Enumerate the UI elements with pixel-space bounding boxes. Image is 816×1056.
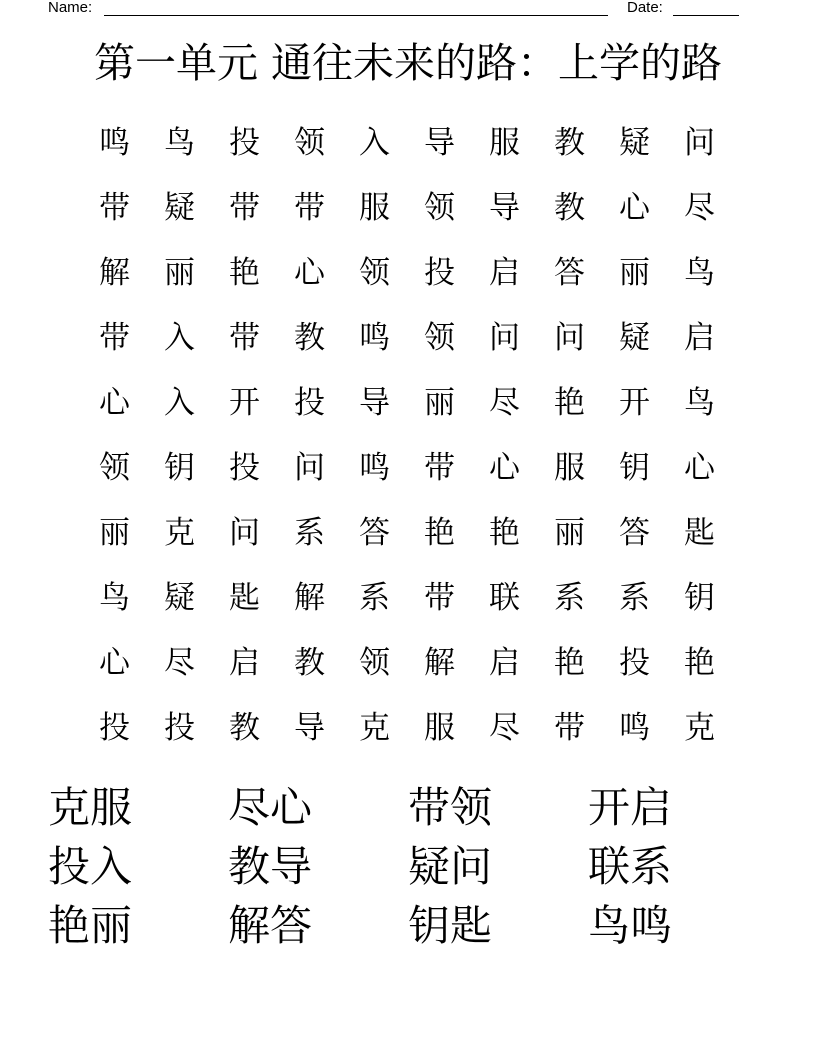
grid-row xyxy=(82,177,732,242)
grid-character: 带 xyxy=(294,190,325,226)
grid-character: 钥 xyxy=(684,580,715,616)
grid-row xyxy=(82,632,732,697)
grid-character: 投 xyxy=(294,385,325,421)
grid-row xyxy=(82,502,732,567)
grid-character: 服 xyxy=(489,125,520,161)
grid-character: 服 xyxy=(424,710,455,746)
grid-character: 心 xyxy=(294,255,325,291)
grid-character: 心 xyxy=(619,190,650,226)
vocabulary-word: 艳丽 xyxy=(48,901,133,950)
grid-character: 服 xyxy=(554,450,585,486)
grid-character: 解 xyxy=(294,580,325,616)
grid-character: 入 xyxy=(359,125,390,161)
grid-character: 教 xyxy=(554,190,585,226)
grid-character: 导 xyxy=(424,125,455,161)
date-label: Date: xyxy=(627,0,663,16)
grid-character: 匙 xyxy=(229,580,260,616)
grid-character: 导 xyxy=(294,710,325,746)
grid-character: 问 xyxy=(684,125,715,161)
grid-character: 鸟 xyxy=(164,125,195,161)
grid-character: 领 xyxy=(424,320,455,356)
grid-character: 问 xyxy=(489,320,520,356)
grid-character: 鸣 xyxy=(619,710,650,746)
date-blank-line xyxy=(673,15,739,16)
vocabulary-word: 克服 xyxy=(48,783,133,832)
grid-character: 答 xyxy=(619,515,650,551)
grid-character: 疑 xyxy=(164,580,195,616)
vocabulary-word: 联系 xyxy=(588,842,673,891)
grid-character: 教 xyxy=(294,320,325,356)
grid-character: 艳 xyxy=(489,515,520,551)
grid-character: 开 xyxy=(229,385,260,421)
grid-character: 尽 xyxy=(489,385,520,421)
grid-character: 启 xyxy=(684,320,715,356)
grid-character: 钥 xyxy=(619,450,650,486)
grid-character: 心 xyxy=(99,385,130,421)
vocabulary-word: 带领 xyxy=(408,783,493,832)
grid-character: 领 xyxy=(294,125,325,161)
grid-character: 疑 xyxy=(619,320,650,356)
grid-character: 联 xyxy=(489,580,520,616)
grid-character: 鸟 xyxy=(99,580,130,616)
grid-character: 尽 xyxy=(164,645,195,681)
grid-character: 疑 xyxy=(164,190,195,226)
grid-character: 匙 xyxy=(684,515,715,551)
grid-character: 带 xyxy=(229,320,260,356)
grid-character: 解 xyxy=(99,255,130,291)
grid-character: 答 xyxy=(554,255,585,291)
grid-character: 艳 xyxy=(554,645,585,681)
grid-character: 领 xyxy=(99,450,130,486)
word-row xyxy=(48,896,768,955)
grid-character: 艳 xyxy=(424,515,455,551)
grid-character: 投 xyxy=(229,450,260,486)
vocabulary-word: 鸟鸣 xyxy=(588,901,673,950)
grid-character: 开 xyxy=(619,385,650,421)
grid-character: 艳 xyxy=(229,255,260,291)
grid-character: 心 xyxy=(684,450,715,486)
grid-character: 鸟 xyxy=(684,385,715,421)
grid-character: 鸣 xyxy=(359,320,390,356)
grid-character: 教 xyxy=(294,645,325,681)
grid-character: 入 xyxy=(164,320,195,356)
vocabulary-word: 解答 xyxy=(228,901,313,950)
grid-character: 领 xyxy=(359,645,390,681)
grid-row xyxy=(82,437,732,502)
grid-character: 带 xyxy=(554,710,585,746)
name-blank-line xyxy=(104,15,608,16)
grid-character: 投 xyxy=(424,255,455,291)
vocabulary-word: 尽心 xyxy=(228,783,313,832)
grid-character: 服 xyxy=(359,190,390,226)
grid-character: 带 xyxy=(424,450,455,486)
word-list xyxy=(48,778,768,955)
grid-character: 答 xyxy=(359,515,390,551)
grid-character: 艳 xyxy=(684,645,715,681)
grid-character: 教 xyxy=(554,125,585,161)
character-grid xyxy=(82,112,732,762)
grid-character: 投 xyxy=(229,125,260,161)
grid-character: 尽 xyxy=(489,710,520,746)
grid-character: 鸣 xyxy=(359,450,390,486)
grid-character: 导 xyxy=(489,190,520,226)
grid-character: 艳 xyxy=(554,385,585,421)
grid-character: 克 xyxy=(164,515,195,551)
grid-character: 启 xyxy=(489,255,520,291)
grid-character: 启 xyxy=(489,645,520,681)
grid-character: 带 xyxy=(99,190,130,226)
grid-row xyxy=(82,112,732,177)
grid-character: 丽 xyxy=(164,255,195,291)
grid-character: 导 xyxy=(359,385,390,421)
grid-character: 投 xyxy=(99,710,130,746)
name-label: Name: xyxy=(48,0,93,16)
grid-character: 丽 xyxy=(99,515,130,551)
grid-character: 鸣 xyxy=(99,125,130,161)
grid-character: 问 xyxy=(294,450,325,486)
vocabulary-word: 开启 xyxy=(588,783,673,832)
grid-character: 钥 xyxy=(164,450,195,486)
grid-character: 问 xyxy=(229,515,260,551)
grid-character: 教 xyxy=(229,710,260,746)
grid-character: 尽 xyxy=(684,190,715,226)
grid-character: 带 xyxy=(99,320,130,356)
grid-character: 丽 xyxy=(554,515,585,551)
grid-character: 入 xyxy=(164,385,195,421)
grid-character: 心 xyxy=(99,645,130,681)
grid-character: 带 xyxy=(229,190,260,226)
vocabulary-word: 教导 xyxy=(228,842,313,891)
grid-character: 疑 xyxy=(619,125,650,161)
grid-character: 系 xyxy=(619,580,650,616)
word-row xyxy=(48,778,768,837)
grid-character: 投 xyxy=(619,645,650,681)
grid-character: 领 xyxy=(424,190,455,226)
vocabulary-word: 疑问 xyxy=(408,842,493,891)
grid-character: 丽 xyxy=(619,255,650,291)
grid-row xyxy=(82,567,732,632)
grid-character: 启 xyxy=(229,645,260,681)
grid-character: 系 xyxy=(554,580,585,616)
grid-character: 心 xyxy=(489,450,520,486)
grid-character: 领 xyxy=(359,255,390,291)
grid-character: 投 xyxy=(164,710,195,746)
grid-character: 鸟 xyxy=(684,255,715,291)
worksheet-title: 第一单元 通往未来的路：上学的路 xyxy=(93,39,723,87)
vocabulary-word: 投入 xyxy=(48,842,133,891)
grid-character: 克 xyxy=(684,710,715,746)
vocabulary-word: 钥匙 xyxy=(408,901,493,950)
worksheet-header xyxy=(0,0,816,20)
grid-character: 问 xyxy=(554,320,585,356)
grid-character: 系 xyxy=(359,580,390,616)
grid-character: 系 xyxy=(294,515,325,551)
grid-row xyxy=(82,307,732,372)
grid-row xyxy=(82,372,732,437)
grid-character: 克 xyxy=(359,710,390,746)
grid-character: 带 xyxy=(424,580,455,616)
grid-row xyxy=(82,697,732,762)
word-row xyxy=(48,837,768,896)
grid-row xyxy=(82,242,732,307)
grid-character: 解 xyxy=(424,645,455,681)
grid-character: 丽 xyxy=(424,385,455,421)
